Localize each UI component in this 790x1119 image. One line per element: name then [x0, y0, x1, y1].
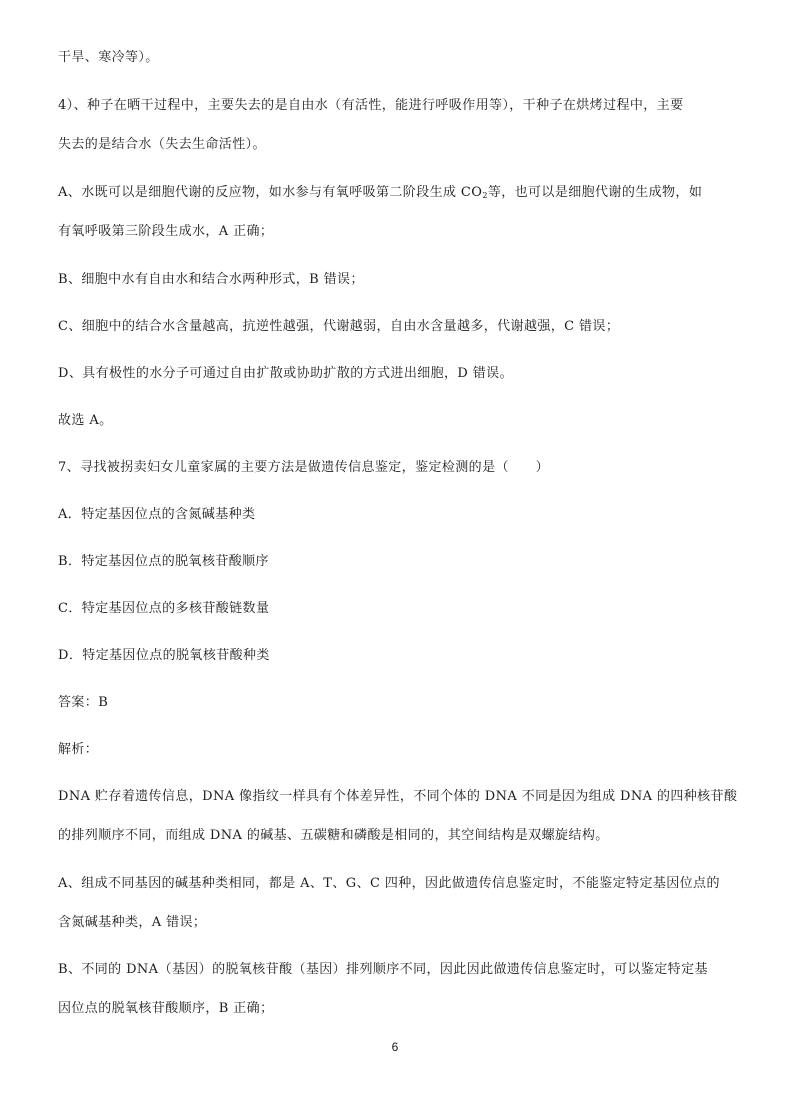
text-segment: A、水既可以是细胞代谢的反应物，如水参与有氧呼吸第二阶段生成 CO [58, 185, 483, 200]
text-line: C、细胞中的结合水含量越高，抗逆性越强，代谢越弱，自由水含量越多，代谢越强，C 错误； [58, 319, 620, 334]
option-a: A．特定基因位点的含氮碱基种类 [58, 507, 256, 522]
text-line: D、具有极性的水分子可通过自由扩散或协助扩散的方式进出细胞，D 错误。 [58, 366, 513, 381]
text-line: 的排列顺序不同，而组成 DNA 的碱基、五碳糖和磷酸是相同的，其空间结构是双螺旋结构。 [58, 828, 609, 843]
page-number: 6 [391, 1040, 399, 1054]
text-line: DNA 贮存着遗传信息，DNA 像指纹一样具有个体差异性，不同个体的 DNA 不同是因为组成 DNA 的四种核苷酸 [58, 789, 738, 804]
question-stem: 7、寻找被拐卖妇女儿童家属的主要方法是做遗传信息鉴定，鉴定检测的是（ ） [58, 460, 550, 475]
text-line: 故选 A。 [58, 413, 113, 428]
option-d: D．特定基因位点的脱氧核苷酸种类 [58, 648, 270, 663]
text-line: 含氮碱基种类，A 错误； [58, 915, 207, 930]
text-line: B、细胞中水有自由水和结合水两种形式，B 错误； [58, 272, 364, 287]
text-line: 干旱、寒冷等）。 [58, 50, 159, 65]
text-line: 失去的是结合水（失去生命活性）。 [58, 137, 266, 152]
analysis-heading: 解析： [58, 742, 99, 757]
answer-line: 答案：B [58, 695, 109, 710]
text-line-with-subscript [58, 185, 748, 204]
text-line: 因位点的脱氧核苷酸顺序，B 正确； [58, 1001, 274, 1016]
text-line: A、组成不同基因的碱基种类相同，都是 A、T、G、C 四种，因此做遗传信息鉴定时，不能鉴定特定基因位点的 [58, 876, 720, 891]
subscript: 2 [482, 191, 488, 200]
option-c: C．特定基因位点的多核苷酸链数量 [58, 601, 270, 616]
text-line: B、不同的 DNA（基因）的脱氧核苷酸（基因）排列顺序不同，因此因此做遗传信息鉴定时，可以鉴定特定基 [58, 962, 708, 977]
text-segment: 等，也可以是细胞代谢的生成物，如 [487, 185, 703, 200]
text-line: 有氧呼吸第三阶段生成水，A 正确； [58, 224, 274, 239]
text-line: 4）、种子在晒干过程中，主要失去的是自由水（有活性，能进行呼吸作用等），干种子在烘烤过程中，主要 [58, 98, 684, 113]
option-b: B．特定基因位点的脱氧核苷酸顺序 [58, 554, 269, 569]
